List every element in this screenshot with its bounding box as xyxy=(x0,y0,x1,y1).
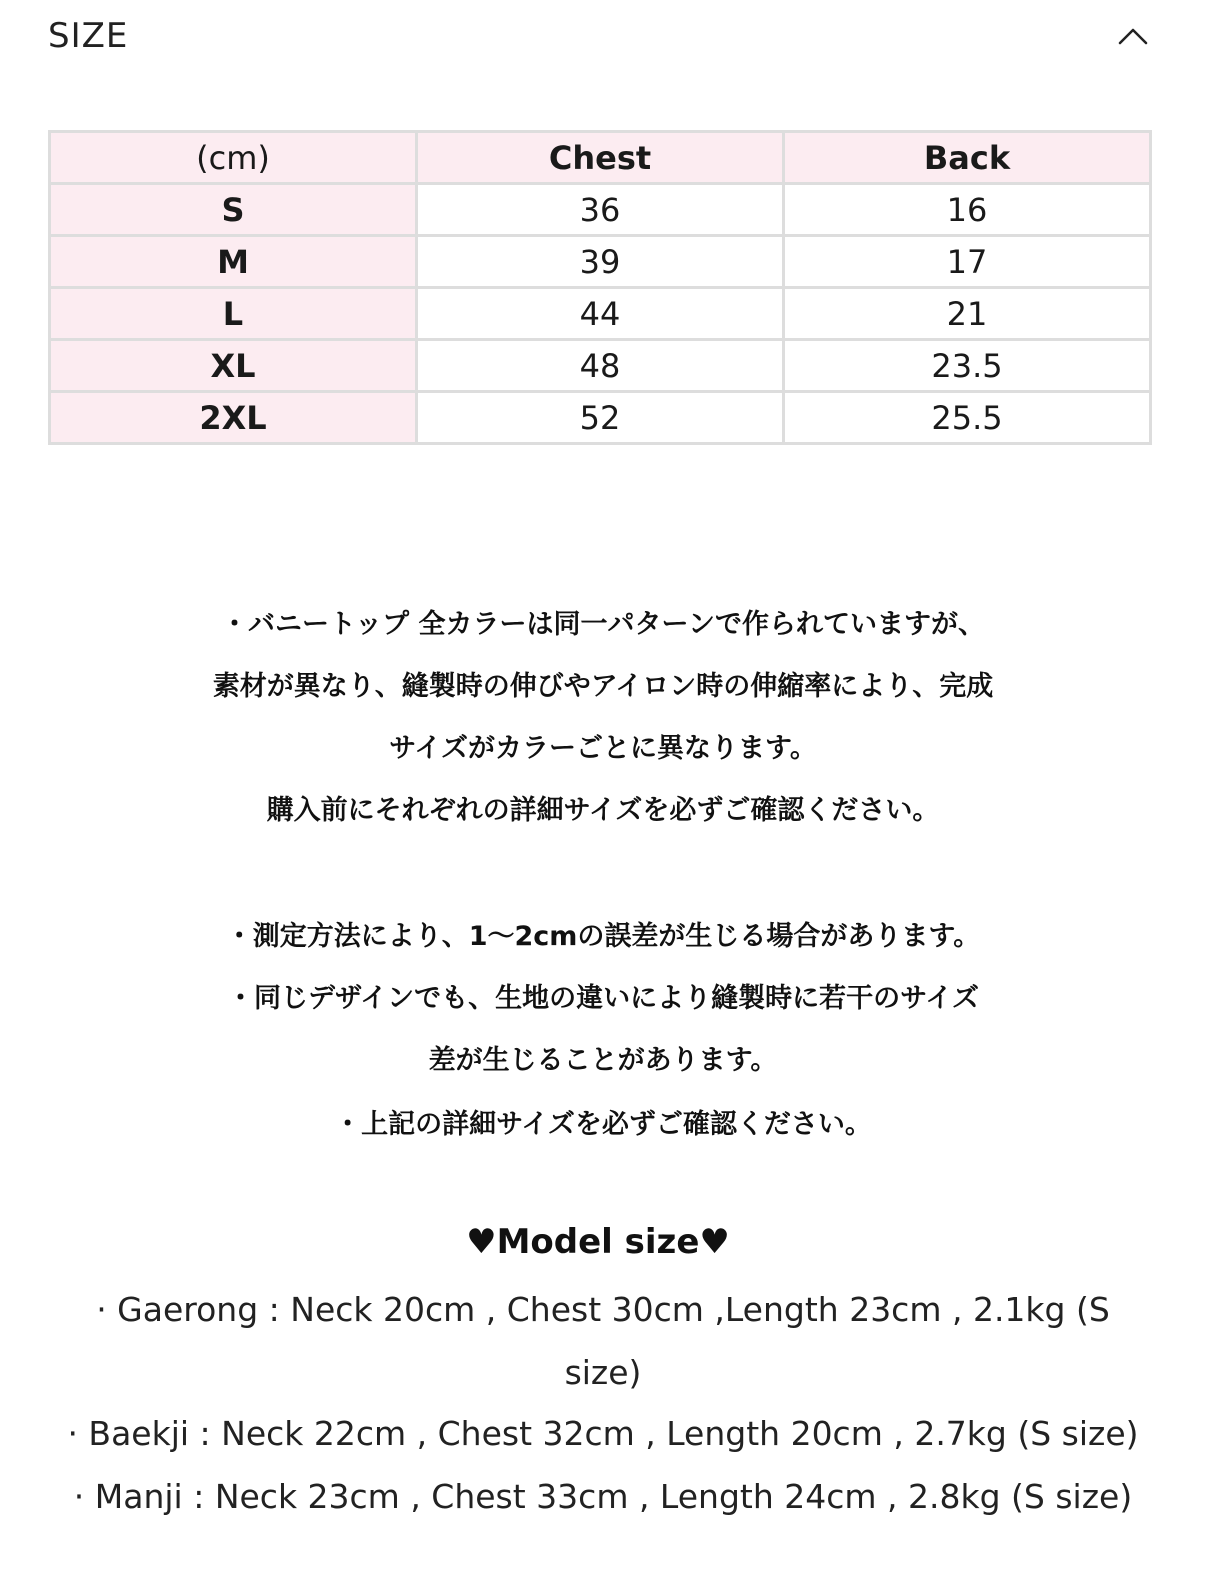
chest-value: 39 xyxy=(417,236,784,288)
section-title: SIZE xyxy=(48,16,129,56)
size-label: XL xyxy=(50,340,417,392)
model-size-title: ♥Model size♥ xyxy=(466,1222,730,1262)
table-row xyxy=(50,392,1151,444)
size-label: M xyxy=(50,236,417,288)
table-row xyxy=(50,288,1151,340)
header-back: Back xyxy=(784,132,1151,184)
size-table xyxy=(48,130,1152,445)
note-line: 購入前にそれぞれの詳細サイズを必ずご確認ください。 xyxy=(266,795,940,826)
table-row xyxy=(50,236,1151,288)
table-row xyxy=(50,340,1151,392)
back-value: 25.5 xyxy=(784,392,1151,444)
chest-value: 48 xyxy=(417,340,784,392)
note-line: ・測定方法により、1〜2cmの誤差が生じる場合があります。 xyxy=(225,921,981,952)
back-value: 17 xyxy=(784,236,1151,288)
header-chest: Chest xyxy=(417,132,784,184)
size-label: S xyxy=(50,184,417,236)
size-label: 2XL xyxy=(50,392,417,444)
size-label: L xyxy=(50,288,417,340)
chest-value: 52 xyxy=(417,392,784,444)
back-value: 23.5 xyxy=(784,340,1151,392)
header-unit: (cm) xyxy=(50,132,417,184)
back-value: 16 xyxy=(784,184,1151,236)
model-line: · Manji : Neck 23cm , Chest 33cm , Length 24cm , 2.8kg (S size) xyxy=(73,1477,1133,1516)
note-line: ・バニートップ 全カラーは同一パターンで作られていますが、 xyxy=(220,609,986,640)
back-value: 21 xyxy=(784,288,1151,340)
table-row xyxy=(50,184,1151,236)
chest-value: 36 xyxy=(417,184,784,236)
chest-value: 44 xyxy=(417,288,784,340)
model-line: · Baekji : Neck 22cm , Chest 32cm , Length 20cm , 2.7kg (S size) xyxy=(67,1414,1139,1453)
chevron-up-icon[interactable] xyxy=(1116,19,1150,53)
note-line: ・同じデザインでも、生地の違いにより縫製時に若干のサイズ xyxy=(227,983,979,1014)
note-line: 差が生じることがあります。 xyxy=(428,1045,778,1076)
note-line: ・上記の詳細サイズを必ずご確認ください。 xyxy=(334,1109,872,1140)
note-line: サイズがカラーごとに異なります。 xyxy=(389,733,817,764)
note-line: 素材が異なり、縫製時の伸びやアイロン時の伸縮率により、完成 xyxy=(212,671,994,702)
size-section-header[interactable] xyxy=(48,12,1150,60)
model-line: · Gaerong : Neck 20cm , Chest 30cm ,Length 23cm , 2.1kg (S size) xyxy=(96,1290,1110,1392)
table-header-row xyxy=(50,132,1151,184)
